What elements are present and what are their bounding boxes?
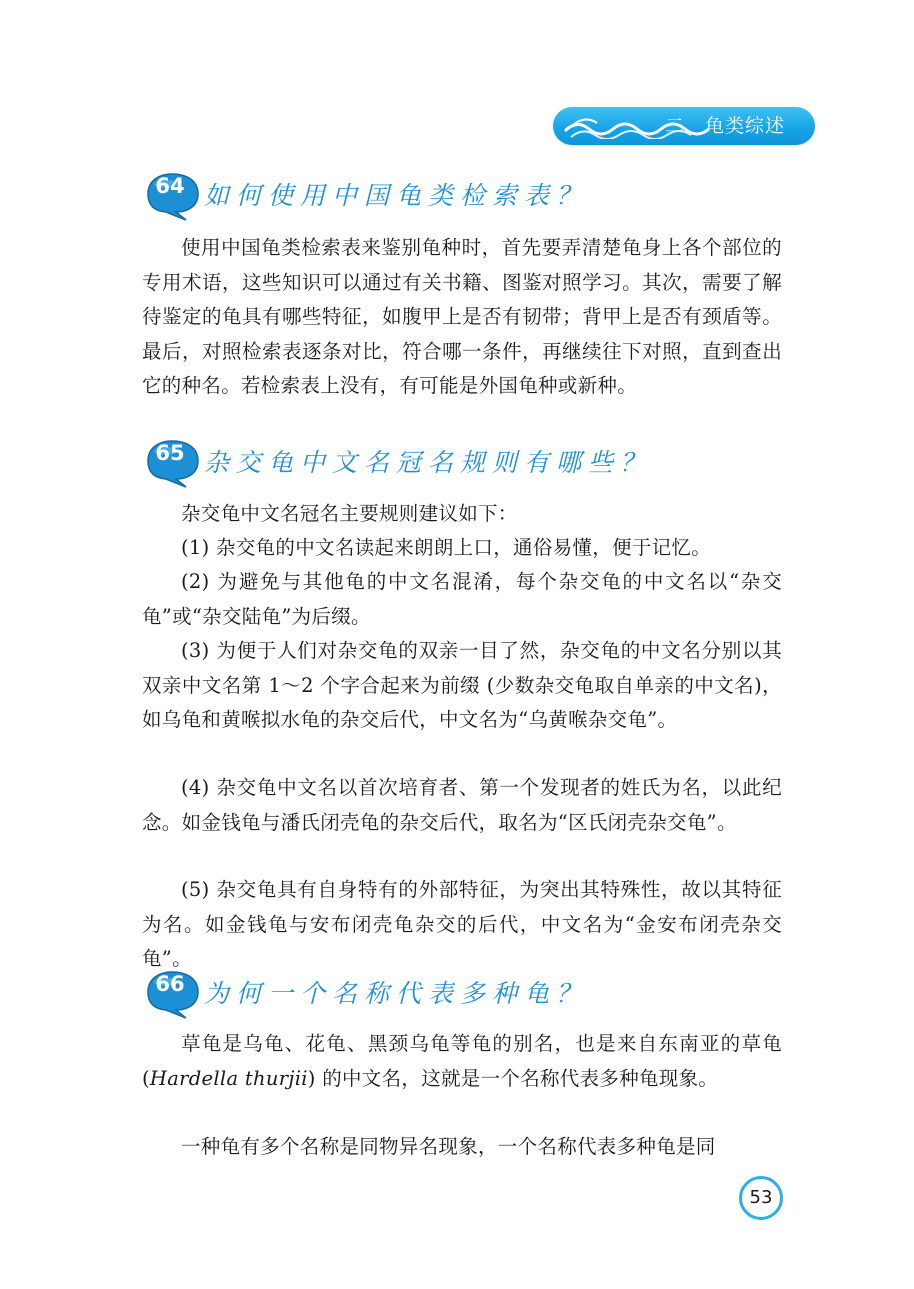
section-title: 为何一个名称代表多种龟？	[204, 979, 589, 1008]
paragraph: 使用中国龟类检索表来鉴别龟种时，首先要弄清楚龟身上各个部位的专用术语，这些知识可以通过有关书籍、图鉴对照学习。其次，需要了解待鉴定的龟具有哪些特征，如腹甲上是否有韧带；背甲上是否有颈盾等。最后，对照检索表逐条对比，符合哪一条件，再继续往下对照，直到查出它的种名。若检索表上没有，有可能是外国龟种或新种。	[142, 236, 782, 397]
section-title: 如何使用中国龟类检索表？	[204, 181, 589, 210]
section-number: 64	[155, 174, 185, 198]
section-heading-64	[142, 170, 782, 222]
paragraph: 杂交龟中文名冠名主要规则建议如下：	[181, 502, 518, 525]
section-title: 杂交龟中文名冠名规则有哪些？	[204, 448, 653, 477]
section-number: 65	[155, 441, 185, 465]
section-number: 66	[155, 972, 185, 996]
chapter-badge	[553, 107, 815, 145]
section-heading-65	[142, 437, 782, 489]
paragraph	[142, 1027, 782, 1096]
paragraph-text: ) 的中文名，这就是一个名称代表多种龟现象。	[307, 1066, 719, 1090]
paragraph-text: 草龟是乌龟、花龟、黑颈乌龟等龟的别名，也是来自东南亚的草龟 (	[142, 1032, 782, 1090]
section-heading-66	[142, 968, 782, 1020]
paragraph: (5) 杂交龟具有自身特有的外部特征，为突出其特殊性，故以其特征为名。如金钱龟与安布闭壳龟杂交的后代，中文名为“金安布闭壳杂交龟”。	[142, 878, 782, 970]
paragraph: 一种龟有多个名称是同物异名现象，一个名称代表多种龟是同	[181, 1135, 716, 1158]
paragraph: (1) 杂交龟的中文名读起来朗朗上口，通俗易懂，便于记忆。	[181, 536, 712, 559]
paragraph: (3) 为便于人们对杂交龟的双亲一目了然，杂交龟的中文名分别以其双亲中文名第 1～2 个字合起来为前缀 (少数杂交龟取自单亲的中文名)，如乌龟和黄喉拟水龟的杂交后代，中文名为“乌黄喉杂交龟”。	[142, 639, 782, 731]
chapter-label: 二、龟类综述	[664, 115, 785, 137]
species-latin-name: Hardella thurjii	[149, 1066, 308, 1090]
paragraph: (4) 杂交龟中文名以首次培育者、第一个发现者的姓氏为名，以此纪念。如金钱龟与潘氏闭壳龟的杂交后代，取名为“区氏闭壳杂交龟”。	[142, 776, 782, 834]
page-number: 53	[739, 1176, 783, 1220]
paragraph: (2) 为避免与其他龟的中文名混淆，每个杂交龟的中文名以“杂交龟”或“杂交陆龟”为后缀。	[142, 570, 782, 628]
